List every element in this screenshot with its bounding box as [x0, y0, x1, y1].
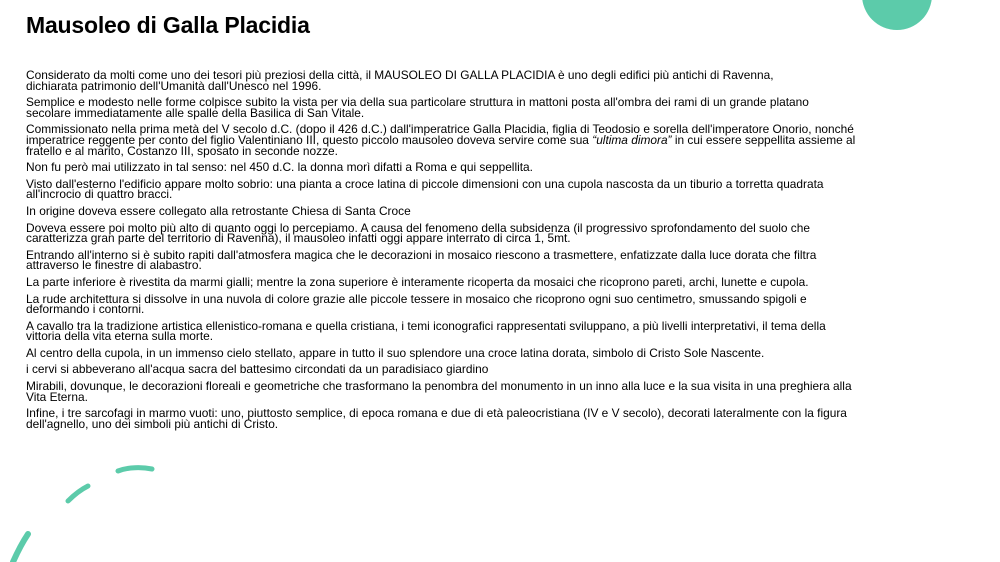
paragraph-origin: In origine doveva essere collegato alla retrostante Chiesa di Santa Croce: [26, 203, 411, 218]
paragraph-colour: La rude architettura si dissolve in una nuvola di colore grazie alle piccole tessere in mosaico che ricoprono ogni suo centimetro, smussando spigoli e deformando i contorni.: [26, 291, 807, 317]
paragraph-commission-quote: “ultima dimora”: [592, 132, 672, 147]
decorative-brush-strokes: [0, 455, 200, 562]
paragraph-deer: i cervi si abbeverano all'acqua sacra del battesimo circondati da un paradisiaco giardino: [26, 362, 489, 377]
paragraph-decorations: Mirabili, dovunque, le decorazioni floreali e geometriche che trasformano la penombra del monumento in un inno alla luce e la sua visita in una preghiera alla Vita Eterna.: [26, 379, 852, 404]
paragraph-commission: [26, 124, 976, 156]
decorative-circle: [862, 0, 932, 30]
paragraph-sarcophagi: Infine, i tre sarcofagi in marmo vuoti: uno, piuttosto semplice, di epoca romana e due di età paleocristiana (IV e V secolo), decorati lateralmente con la figura dell'agnello, uno dei simboli più antichi di Cristo.: [26, 406, 847, 431]
paragraph-exterior: Visto dall'esterno l'edificio appare molto sobrio: una pianta a croce latina di piccole dimensioni con una cupola nascosta da un tiburio a torretta quadrata all'incrocio di quattro bracci.: [26, 176, 824, 202]
paragraph-interior: Entrando all'interno si è subito rapiti dall'atmosfera magica che le decorazioni in mosaico riescono a trasmettere, enfatizzate dalla luce dorata che filtra attraverso le finestre di alabastro.: [26, 247, 817, 273]
slide-body-text: [26, 70, 976, 435]
paragraph-structure: Semplice e modesto nelle forme colpisce subito la vista per via della sua particolare struttura in mattoni posta all'ombra dei rami di un grande platano secolare immediatamente alle spalle della Basilica di San Vitale.: [26, 95, 809, 120]
brush-stroke-small: [118, 468, 152, 471]
paragraph-commission-text-end: in cui essere seppellita assieme al fratello e al marito, Costanzo III, sposato in seconde nozze.: [26, 132, 856, 158]
paragraph-dome: Al centro della cupola, in un immenso cielo stellato, appare in tutto il suo splendore una croce latina dorata, simbolo di Cristo Sole Nascente.: [26, 345, 765, 360]
slide-title: Mausoleo di Galla Placidia: [26, 12, 310, 38]
paragraph-marble: La parte inferiore è rivestita da marmi gialli; mentre la zona superiore è interamente ricoperta da mosaici che ricoprono pareti, archi, lunette e cupola.: [26, 274, 809, 289]
paragraph-tradition: A cavallo tra la tradizione artistica ellenistico-romana e quella cristiana, i temi iconografici rappresentati sviluppano, a più livelli interpretativi, il tema della vittoria della vita eterna sulla morte.: [26, 318, 826, 344]
brush-stroke-medium: [68, 486, 88, 501]
paragraph-commission-text: Commissionato nella prima metà del V secolo d.C. (dopo il 426 d.C.) dall'imperatrice Galla Placidia, figlia di Teodosio e sorella dell'imperatore Onorio, nonché imperatrice reggente per conto del figlio Valentiniano III, questo piccolo mausoleo doveva servire come sua: [26, 122, 854, 147]
paragraph-intro: Considerato da molti come uno dei tesori più preziosi della città, il MAUSOLEO DI GALLA PLACIDIA è uno degli edifici più antichi di Ravenna, dichiarata patrimonio dell'Umanità dall'Unesco nel 1996.: [26, 68, 774, 93]
paragraph-burial: Non fu però mai utilizzato in tal senso: nel 450 d.C. la donna morì difatti a Roma e qui seppellita.: [26, 160, 533, 175]
brush-stroke-large: [13, 534, 28, 562]
paragraph-subsidence: Doveva essere poi molto più alto di quanto oggi lo percepiamo. A causa del fenomeno della subsidenza (il progressivo sprofondamento del suolo che caratterizza gran parte del territorio di Ravenna), il mausoleo infatti oggi appare interrato di circa 1, 5mt.: [26, 220, 810, 246]
